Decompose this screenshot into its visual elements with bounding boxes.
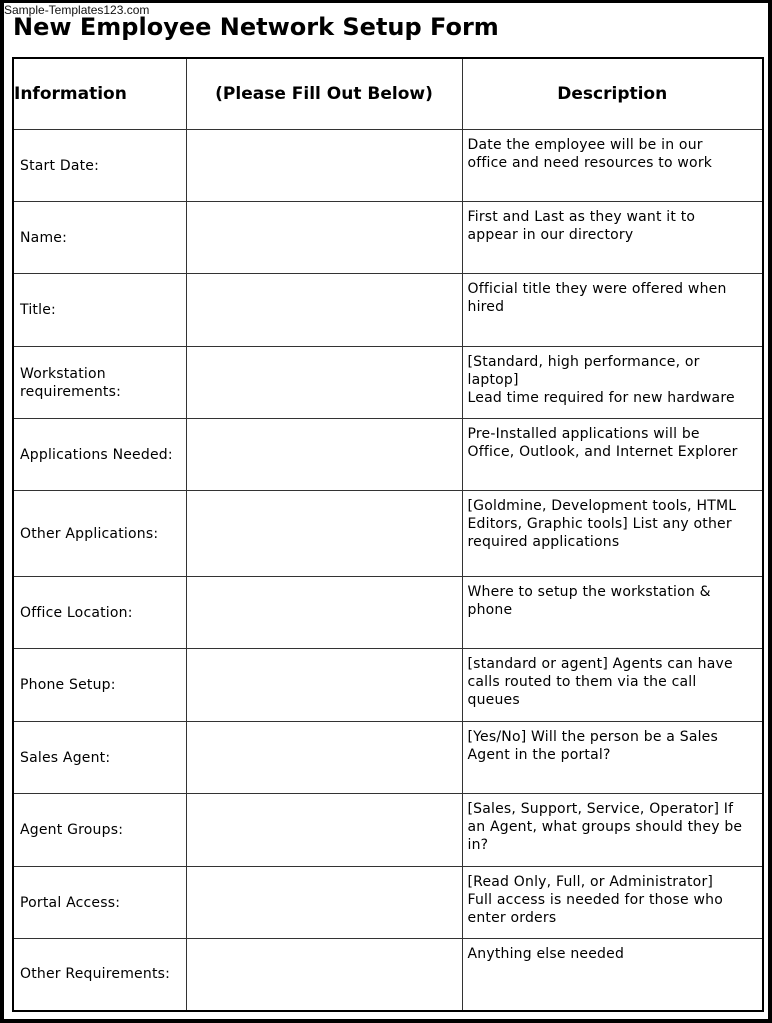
field-value-cell[interactable] [186, 867, 462, 939]
field-value-cell[interactable] [186, 794, 462, 867]
table-row [13, 202, 763, 274]
field-description: Where to setup the workstation & phone [462, 577, 763, 649]
field-label-cell [13, 577, 186, 649]
field-label: Workstation requirements: [20, 365, 121, 400]
field-value-cell[interactable] [186, 722, 462, 794]
setup-form-table [12, 57, 764, 1012]
header-information: Information [13, 58, 186, 130]
table-header-row [13, 58, 763, 130]
watermark: Sample-Templates123.com [4, 3, 150, 17]
field-value-cell[interactable] [186, 274, 462, 347]
table-row [13, 794, 763, 867]
field-value-cell[interactable] [186, 130, 462, 202]
table-row [13, 867, 763, 939]
field-description: First and Last as they want it to appear in our directory [462, 202, 763, 274]
header-description: Description [462, 58, 763, 130]
table-row [13, 649, 763, 722]
field-label: Portal Access: [20, 894, 121, 911]
field-description: [Read Only, Full, or Administrator] Full access is needed for those who enter orders [462, 867, 763, 939]
field-value-cell[interactable] [186, 649, 462, 722]
field-label-cell [13, 491, 186, 577]
field-description: [Standard, high performance, or laptop] Lead time required for new hardware [462, 347, 763, 419]
page-title: New Employee Network Setup Form [13, 13, 499, 41]
field-label-cell [13, 419, 186, 491]
field-label-cell [13, 202, 186, 274]
field-label-cell [13, 130, 186, 202]
header-fill-out: (Please Fill Out Below) [186, 58, 462, 130]
field-label-cell [13, 794, 186, 867]
table-row [13, 491, 763, 577]
field-value-cell[interactable] [186, 419, 462, 491]
table-row [13, 130, 763, 202]
table-row [13, 577, 763, 649]
field-value-cell[interactable] [186, 347, 462, 419]
field-description: Pre-Installed applications will be Office, Outlook, and Internet Explorer [462, 419, 763, 491]
table-row [13, 274, 763, 347]
field-label-cell [13, 939, 186, 1011]
field-value-cell[interactable] [186, 202, 462, 274]
field-value-cell[interactable] [186, 577, 462, 649]
field-label-cell [13, 274, 186, 347]
field-description: [Goldmine, Development tools, HTML Editors, Graphic tools] List any other required applications [462, 491, 763, 577]
field-label: Phone Setup: [20, 677, 116, 693]
field-label-cell [13, 722, 186, 794]
field-description: [Yes/No] Will the person be a Sales Agent in the portal? [462, 722, 763, 794]
field-label-cell [13, 347, 186, 419]
field-label: Name: [20, 229, 68, 246]
field-description: Official title they were offered when hired [462, 274, 763, 347]
field-label: Start Date: [20, 157, 100, 174]
field-description: [standard or agent] Agents can have calls routed to them via the call queues [462, 649, 763, 722]
field-value-cell[interactable] [186, 939, 462, 1011]
field-label: Other Applications: [20, 525, 159, 542]
field-value-cell[interactable] [186, 491, 462, 577]
field-description: Anything else needed [462, 939, 763, 1011]
field-label-cell [13, 867, 186, 939]
field-label: Applications Needed: [20, 446, 173, 463]
form-page [4, 3, 768, 1019]
field-label-cell [13, 649, 186, 722]
table-row [13, 722, 763, 794]
field-label: Office Location: [20, 604, 133, 621]
field-label: Title: [20, 302, 56, 318]
form-body [13, 130, 763, 1011]
field-description: Date the employee will be in our office and need resources to work [462, 130, 763, 202]
table-row [13, 347, 763, 419]
field-label: Other Requirements: [20, 966, 171, 983]
field-description: [Sales, Support, Service, Operator] If an Agent, what groups should they be in? [462, 794, 763, 867]
table-row [13, 939, 763, 1011]
field-label: Agent Groups: [20, 822, 124, 838]
field-label: Sales Agent: [20, 749, 111, 766]
table-row [13, 419, 763, 491]
